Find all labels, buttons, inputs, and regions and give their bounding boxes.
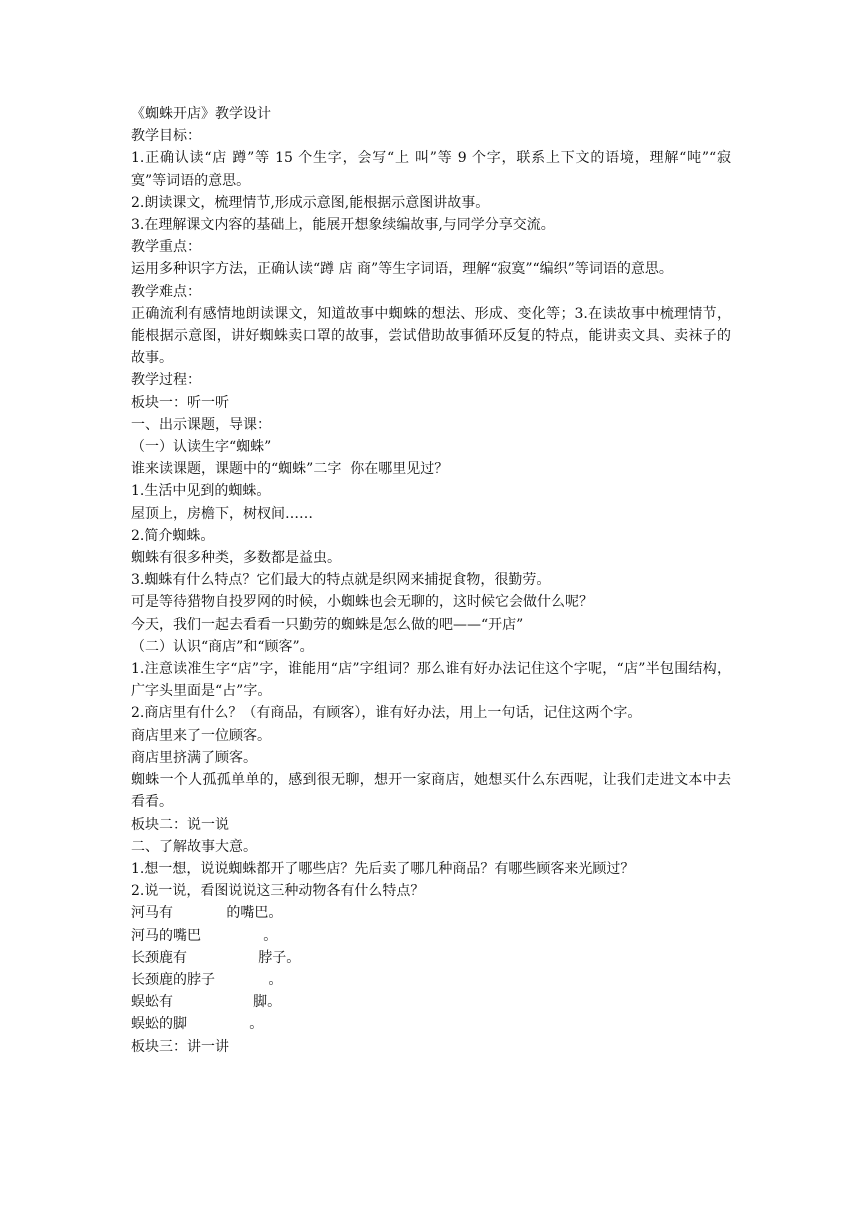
difficulties-text: 正确流利有感情地朗读课文，知道故事中蜘蛛的想法、形成、变化等；3.在读故事中梳理情节，能根据示意图，讲好蜘蛛卖口罩的故事，尝试借助故事循环反复的特点，能讲卖文具、卖袜子的故事。 xyxy=(131,305,731,367)
paragraph-line: 1.生活中见到的蜘蛛。 xyxy=(131,483,271,500)
paragraph-line: 2.简介蜘蛛。 xyxy=(131,527,215,544)
paragraph-line: 可是等待猎物自投罗网的时候，小蜘蛛也会无聊的，这时候它会做什么呢？ xyxy=(131,594,593,611)
section-heading-objectives: 教学目标： xyxy=(131,128,201,145)
paragraph-line: 3.蜘蛛有什么特点？它们最大的特点就是织网来捕捉食物，很勤劳。 xyxy=(131,572,551,589)
section-heading-process: 教学过程： xyxy=(131,372,201,389)
fill-blank-line: 河马有 的嘴巴。 xyxy=(131,905,283,922)
paragraph-line: 蜘蛛有很多种类，多数都是益虫。 xyxy=(131,550,341,567)
fill-blank-line: 蜈蚣有 脚。 xyxy=(131,994,282,1011)
block-3-heading: 板块三：讲一讲 xyxy=(131,1038,229,1055)
fill-blank-line: 河马的嘴巴 。 xyxy=(131,927,278,944)
paragraph-line: 商店里来了一位顾客。 xyxy=(131,727,271,744)
step-2-heading: 二、了解故事大意。 xyxy=(131,838,257,855)
paragraph-line: 屋顶上，房檐下，树杈间…… xyxy=(131,505,313,522)
paragraph-line: 1.注意读准生字“店”字，谁能用“店”字组词？那么谁有好办法记住这个字呢，“店”半包围结构，广字头里面是“占”字。 xyxy=(131,661,731,700)
section-heading-difficulties: 教学难点： xyxy=(131,283,201,300)
paragraph-line: 商店里挤满了顾客。 xyxy=(131,749,257,766)
paragraph-line: 1.想一想，说说蜘蛛都开了哪些店？先后卖了哪几种商品？有哪些顾客来光顾过？ xyxy=(131,860,635,877)
section-heading-key-points: 教学重点： xyxy=(131,239,201,256)
document-page xyxy=(131,103,731,1058)
subsection-2-heading: （二）认识“商店”和“顾客”。 xyxy=(131,638,314,655)
paragraph-line: 谁来读课题，课题中的“蜘蛛”二字 你在哪里见过？ xyxy=(131,461,449,478)
block-2-heading: 板块二：说一说 xyxy=(131,816,229,833)
objective-2: 2.朗读课文，梳理情节,形成示意图,能根据示意图讲故事。 xyxy=(131,194,490,211)
key-points-text: 运用多种识字方法，正确认读“蹲 店 商”等生字词语，理解“寂寞”“编织”等词语的意思。 xyxy=(131,261,673,278)
paragraph-line: 2.说一说，看图说说这三种动物各有什么特点？ xyxy=(131,883,425,900)
paragraph-line: 今天，我们一起去看看一只勤劳的蜘蛛是怎么做的吧——“开店” xyxy=(131,616,524,633)
paragraph-line: 2.商店里有什么？（有商品，有顾客），谁有好办法，用上一句话，记住这两个字。 xyxy=(131,705,642,722)
subsection-1-heading: （一）认读生字“蜘蛛” xyxy=(131,439,272,456)
objective-3: 3.在理解课文内容的基础上，能展开想象续编故事,与同学分享交流。 xyxy=(131,217,555,234)
block-1-heading: 板块一：听一听 xyxy=(131,394,229,411)
fill-blank-line: 长颈鹿有 脖子。 xyxy=(131,949,301,966)
fill-blank-line: 蜈蚣的脚 。 xyxy=(131,1016,264,1033)
objective-1: 1.正确认读“店 蹲”等 15 个生字，会写“上 叫”等 9 个字，联系上下文的语境，理解“吨”“寂寞”等词语的意思。 xyxy=(131,150,731,189)
fill-blank-line: 长颈鹿的脖子 。 xyxy=(131,971,283,988)
document-title: 《蜘蛛开店》教学设计 xyxy=(131,106,271,122)
paragraph-line: 蜘蛛一个人孤孤单单的，感到很无聊，想开一家商店，她想买什么东西呢，让我们走进文本中去看看。 xyxy=(131,772,731,811)
step-1-heading: 一、出示课题，导课： xyxy=(131,416,271,433)
